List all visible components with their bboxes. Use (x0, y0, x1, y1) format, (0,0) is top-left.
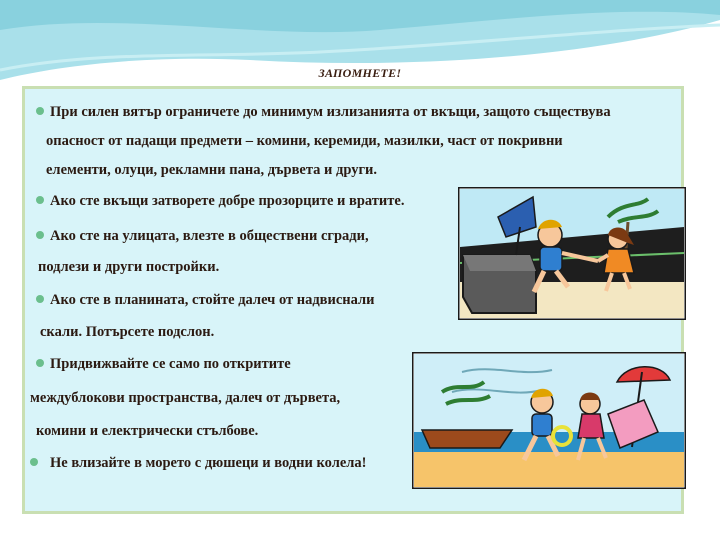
page-title: ЗАПОМНЕТЕ! (318, 66, 402, 80)
bullet-icon (36, 231, 44, 239)
list-item-continuation: елементи, олуци, рекламни пана, дървета и други. (46, 162, 378, 178)
children-on-windy-beach-illustration (412, 352, 686, 489)
list-item-continuation: подлези и други постройки. (38, 259, 220, 275)
list-item: Ако сте на улицата, влезте в обществени сгради, (36, 228, 369, 245)
list-item: Не влизайте в морето с дюшеци и водни колела! (30, 455, 367, 472)
list-item-continuation: скали. Потърсете подслон. (40, 324, 215, 340)
list-item-continuation: опасност от падащи предмети – комини, керемиди, мазилки, част от покривни (46, 133, 563, 149)
children-in-wind-street-illustration (458, 187, 686, 320)
list-item: Ако сте в планината, стойте далеч от надвиснали (36, 292, 375, 309)
bullet-icon (36, 359, 44, 367)
list-item: Ако сте вкъщи затворете добре прозорците и вратите. (36, 193, 404, 210)
list-item: Придвижвайте се само по откритите (36, 356, 291, 373)
bullet-icon (30, 458, 38, 466)
list-item-continuation: комини и електрически стълбове. (36, 423, 259, 439)
bullet-icon (36, 295, 44, 303)
list-item: При силен вятър ограничете до минимум излизанията от вкъщи, защото съществува (36, 104, 611, 121)
bullet-icon (36, 196, 44, 204)
bullet-icon (36, 107, 44, 115)
list-item-continuation: междублокови пространства, далеч от дървета, (30, 390, 341, 406)
